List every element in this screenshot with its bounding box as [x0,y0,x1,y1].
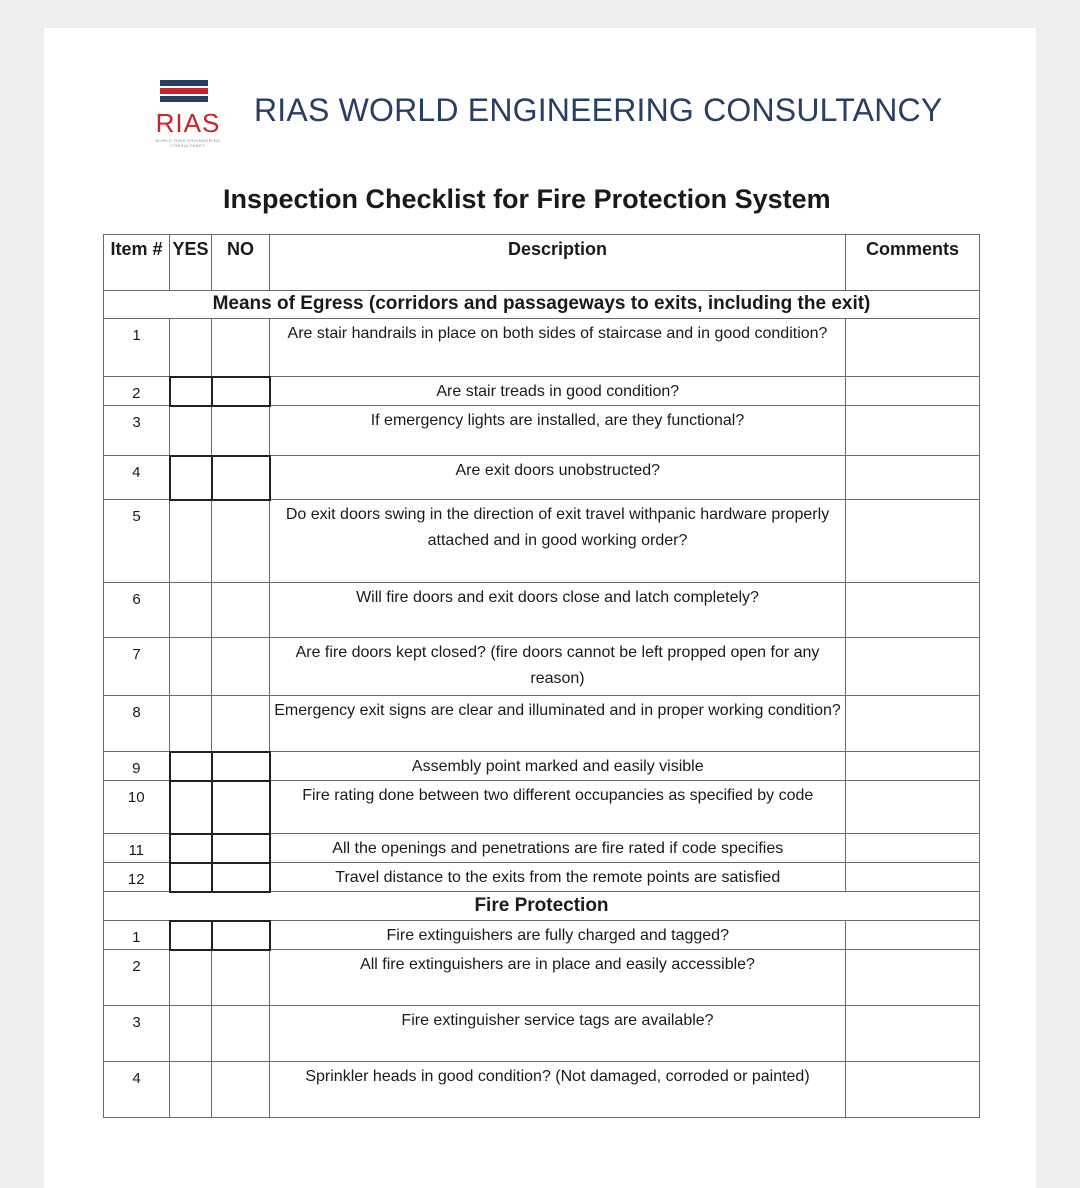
yes-checkbox-cell[interactable] [170,583,212,638]
logo-text: RIAS [155,108,221,138]
item-number: 7 [104,638,170,696]
document-title: Inspection Checklist for Fire Protection System [223,184,831,214]
comments-cell[interactable] [846,752,980,781]
item-number: 8 [104,696,170,752]
yes-checkbox-cell[interactable] [170,500,212,583]
item-description: Sprinkler heads in good condition? (Not damaged, corroded or painted) [270,1062,846,1118]
item-description: Are fire doors kept closed? (fire doors cannot be left propped open for any reason) [270,638,846,696]
item-number: 1 [104,921,170,950]
header-no: NO [212,235,270,291]
inspection-checklist-table [103,234,980,1118]
no-checkbox-cell[interactable] [212,752,270,781]
comments-cell[interactable] [846,834,980,863]
yes-checkbox-cell[interactable] [170,950,212,1006]
no-checkbox-cell[interactable] [212,406,270,456]
item-description: Are stair treads in good condition? [270,377,846,406]
no-checkbox-cell[interactable] [212,638,270,696]
comments-cell[interactable] [846,406,980,456]
item-number: 2 [104,377,170,406]
yes-checkbox-cell[interactable] [170,863,212,892]
yes-checkbox-cell[interactable] [170,1062,212,1118]
comments-cell[interactable] [846,500,980,583]
comments-cell[interactable] [846,1062,980,1118]
comments-cell[interactable] [846,863,980,892]
yes-checkbox-cell[interactable] [170,921,212,950]
item-description: Fire extinguishers are fully charged and tagged? [270,921,846,950]
yes-checkbox-cell[interactable] [170,377,212,406]
no-checkbox-cell[interactable] [212,781,270,834]
table-row [104,1062,980,1118]
item-number: 10 [104,781,170,834]
item-description: All the openings and penetrations are fire rated if code specifies [270,834,846,863]
table-row [104,863,980,892]
item-description: Will fire doors and exit doors close and latch completely? [270,583,846,638]
item-number: 6 [104,583,170,638]
section-header-row [104,892,980,921]
no-checkbox-cell[interactable] [212,950,270,1006]
item-description: Fire extinguisher service tags are available? [270,1006,846,1062]
table-row [104,696,980,752]
item-description: Do exit doors swing in the direction of exit travel withpanic hardware properly attached and in good working order? [270,500,846,583]
comments-cell[interactable] [846,921,980,950]
comments-cell[interactable] [846,950,980,1006]
comments-cell[interactable] [846,319,980,377]
no-checkbox-cell[interactable] [212,500,270,583]
table-row [104,456,980,500]
table-row [104,781,980,834]
comments-cell[interactable] [846,377,980,406]
no-checkbox-cell[interactable] [212,1062,270,1118]
yes-checkbox-cell[interactable] [170,696,212,752]
table-row [104,406,980,456]
header-comments: Comments [846,235,980,291]
comments-cell[interactable] [846,638,980,696]
item-number: 12 [104,863,170,892]
yes-checkbox-cell[interactable] [170,752,212,781]
table-row [104,377,980,406]
item-number: 2 [104,950,170,1006]
section-title: Fire Protection [104,892,980,921]
table-row [104,500,980,583]
item-number: 3 [104,406,170,456]
no-checkbox-cell[interactable] [212,1006,270,1062]
item-description: All fire extinguishers are in place and easily accessible? [270,950,846,1006]
comments-cell[interactable] [846,696,980,752]
no-checkbox-cell[interactable] [212,377,270,406]
yes-checkbox-cell[interactable] [170,781,212,834]
item-description: Travel distance to the exits from the remote points are satisfied [270,863,846,892]
table-row [104,1006,980,1062]
table-row [104,834,980,863]
comments-cell[interactable] [846,583,980,638]
item-number: 11 [104,834,170,863]
table-row [104,950,980,1006]
table-header-row [104,235,980,291]
table-row [104,319,980,377]
no-checkbox-cell[interactable] [212,456,270,500]
table-row [104,638,980,696]
comments-cell[interactable] [846,456,980,500]
header-description: Description [270,235,846,291]
item-description: Fire rating done between two different occupancies as specified by code [270,781,846,834]
header-yes: YES [170,235,212,291]
comments-cell[interactable] [846,781,980,834]
no-checkbox-cell[interactable] [212,921,270,950]
no-checkbox-cell[interactable] [212,583,270,638]
item-number: 4 [104,456,170,500]
no-checkbox-cell[interactable] [212,319,270,377]
item-number: 4 [104,1062,170,1118]
no-checkbox-cell[interactable] [212,696,270,752]
item-number: 1 [104,319,170,377]
section-header-row [104,291,980,319]
item-number: 3 [104,1006,170,1062]
table-row [104,752,980,781]
yes-checkbox-cell[interactable] [170,638,212,696]
logo-tagline: WORLD RIAS ENGINEERING CONSULTANCY [155,138,221,148]
table-row [104,583,980,638]
comments-cell[interactable] [846,1006,980,1062]
item-description: Assembly point marked and easily visible [270,752,846,781]
no-checkbox-cell[interactable] [212,834,270,863]
item-number: 5 [104,500,170,583]
section-title: Means of Egress (corridors and passageways to exits, including the exit) [104,291,980,319]
yes-checkbox-cell[interactable] [170,834,212,863]
yes-checkbox-cell[interactable] [170,456,212,500]
no-checkbox-cell[interactable] [212,863,270,892]
table-row [104,921,980,950]
item-description: Are exit doors unobstructed? [270,456,846,500]
item-description: If emergency lights are installed, are they functional? [270,406,846,456]
item-number: 9 [104,752,170,781]
company-name: RIAS WORLD ENGINEERING CONSULTANCY [254,92,943,128]
header-item: Item # [104,235,170,291]
company-logo [140,52,236,158]
item-description: Are stair handrails in place on both sides of staircase and in good condition? [270,319,846,377]
item-description: Emergency exit signs are clear and illuminated and in proper working condition? [270,696,846,752]
yes-checkbox-cell[interactable] [170,1006,212,1062]
yes-checkbox-cell[interactable] [170,406,212,456]
yes-checkbox-cell[interactable] [170,319,212,377]
